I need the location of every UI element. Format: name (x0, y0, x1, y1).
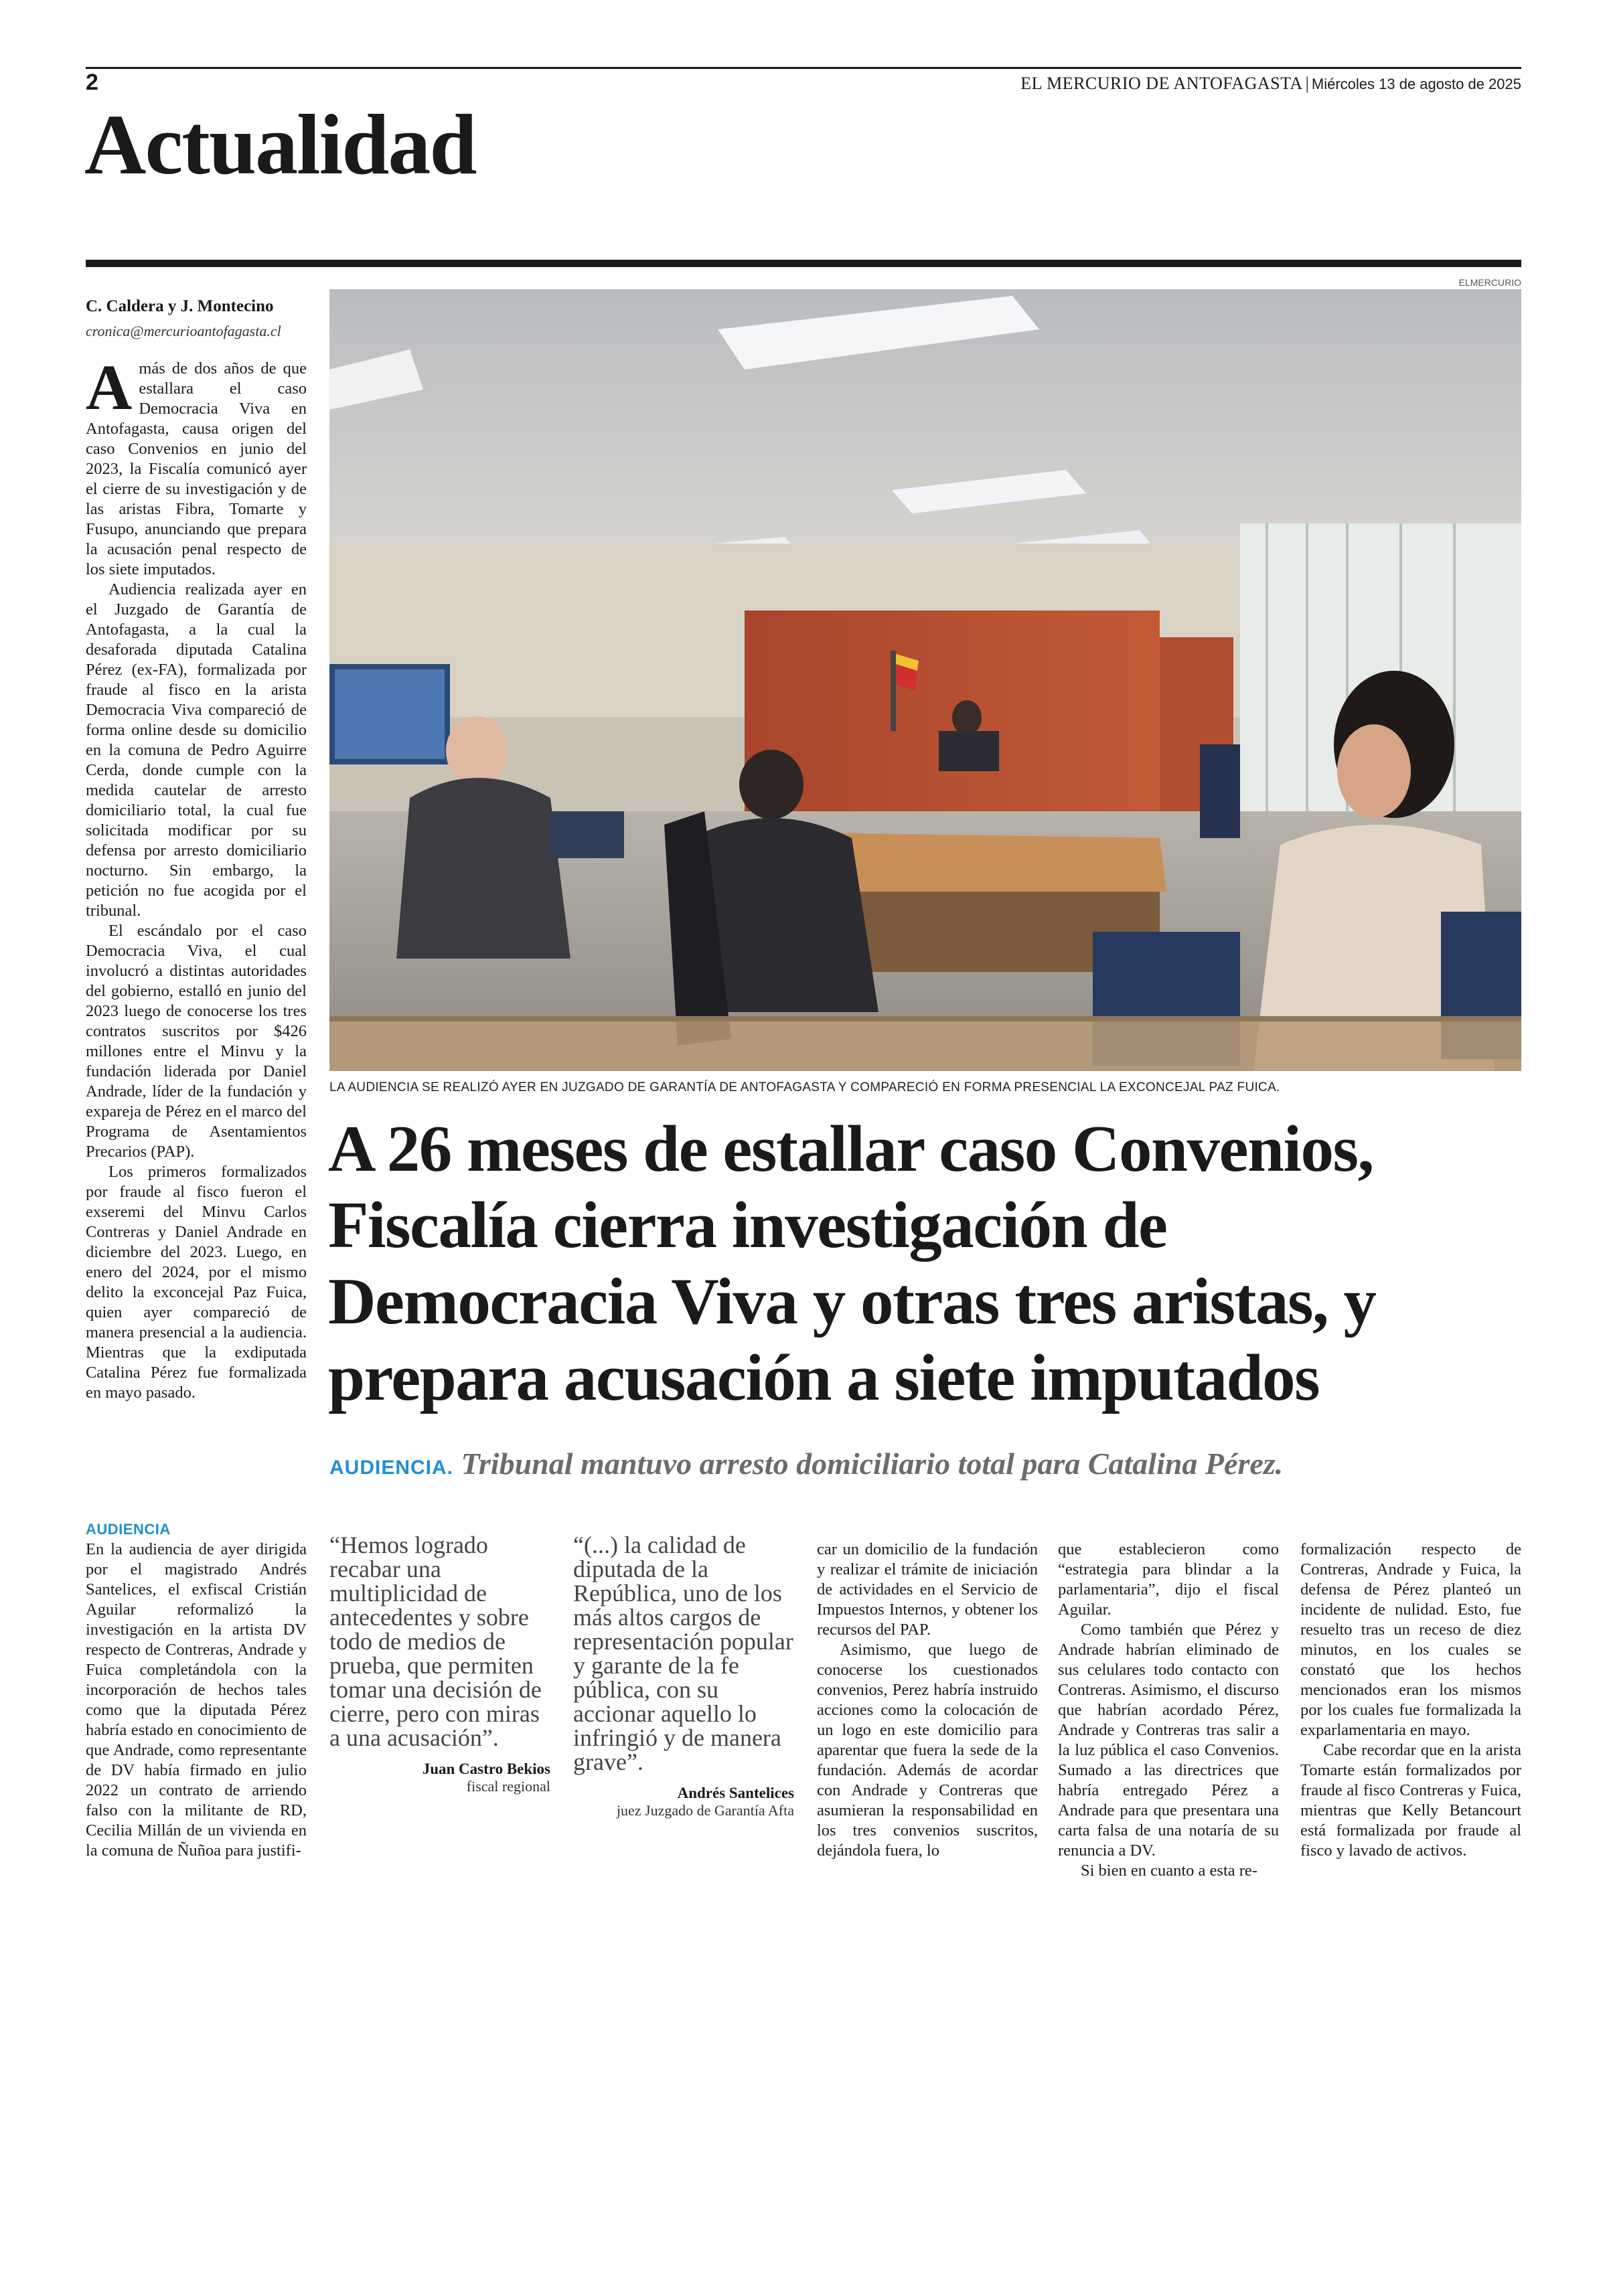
masthead-separator: | (1305, 74, 1309, 93)
byline-authors: C. Caldera y J. Montecino (86, 297, 274, 315)
body-column-6 (1300, 1540, 1521, 1861)
byline-email: cronica@mercurioantofagasta.cl (86, 323, 281, 339)
quote-text-1: “Hemos logrado recabar una multiplicidad de antecedentes y sobre todo de medios de prueba, que permiten tomar una decisión de cierre, pero con miras a una acusación”. (329, 1532, 542, 1751)
body-paragraph-11: formalización respecto de Contreras, Andrade y Fuica, la defensa de Pérez planteó un incidente de nulidad. Esto, fue resuelto tras un receso de diez minutos, en los cuales se constató que los hechos mencionados eran los mismos por los cuales fue formalizada la exparlamentaria en mayo. (1300, 1540, 1521, 1739)
subheadline-text: Tribunal mantuvo arresto domiciliario total para Catalina Pérez. (461, 1447, 1284, 1481)
body-paragraph-3: El escándalo por el caso Democracia Viva, el cual involucró a distintas autoridades del gobierno, estalló en junio del 2023 luego de conocerse los tres contratos suscritos por $426 millones entre el Minvu y la fundación liderada por Daniel Andrade, líder de la fundación y expareja de Pérez en el marco del Programa de Asentamientos Precarios (PAP). (86, 922, 307, 1161)
audiencia-kicker: AUDIENCIA (86, 1521, 171, 1538)
top-rule (86, 67, 1521, 69)
subheadline-kicker: AUDIENCIA. (329, 1457, 454, 1479)
body-paragraph-12: Cabe recordar que en la arista Tomarte están formalizados por fraude al fisco Contreras y Fuica, mientras que Kelly Betancourt está formalizada por fraude al fisco y lavado de activos. (1300, 1741, 1521, 1860)
quote-role-1: fiscal regional (466, 1778, 550, 1795)
headline-line-3: Democracia Viva y otras tres aristas, y (328, 1265, 1376, 1338)
body-paragraph-2: Audiencia realizada ayer en el Juzgado de Garantía de Antofagasta, a la cual la desaforada diputada Catalina Pérez (ex-FA), formalizada por fraude al fisco en la arista Democracia Viva compareció de forma online desde su domicilio en la comuna de Pedro Aguirre Cerda, donde cumple con la medida cautelar de arresto domiciliario total, la cual fue solicitada modificar por su defensa por arresto domiciliario nocturno. Sin embargo, la petición no fue acogida por el tribunal. (86, 580, 307, 920)
body-paragraph-5: En la audiencia de ayer dirigida por el magistrado Andrés Santelices, el exfiscal Cristián Aguilar reformalizó la investigación en la artista DV respecto de Contreras, Andrade y Fuica completándola con la incorporación de hechos tales como que la diputada Pérez habría estado en conocimiento de que Andrade, como representante de DV había firmado en julio 2022 un contrato de arriendo falso con la militante de RD, Cecilia Millán de un vivienda en la comuna de Ñuñoa para justifi- (86, 1540, 307, 1860)
headline (328, 1111, 1527, 1416)
courtroom-photo-illustration (329, 289, 1521, 1071)
body-column-1-lower (86, 1520, 307, 1861)
dropcap: A (86, 351, 133, 423)
masthead (1020, 74, 1521, 94)
photo-caption: LA AUDIENCIA SE REALIZÓ AYER EN JUZGADO DE GARANTÍA DE ANTOFAGASTA Y COMPARECIÓ EN FORMA PRESENCIAL LA EXCONCEJAL PAZ FUICA. (329, 1080, 1280, 1094)
body-column-4 (817, 1540, 1038, 1861)
quote-author-1: Juan Castro Bekios (422, 1760, 550, 1777)
body-paragraph-6: car un domicilio de la fundación y realizar el trámite de iniciación de actividades en el Servicio de Impuestos Internos, y obtener los recursos del PAP. (817, 1540, 1038, 1639)
quote-author-2: Andrés Santelices (677, 1785, 794, 1801)
body-paragraph-7: Asimismo, que luego de conocerse los cuestionados convenios, Perez habría instruido acciones como la colocación de un logo en este domicilio para aparentar que fuera la sede de la fundación. Además de acordar con Andrade y Contreras que asumieran la responsabilidad en los tres convenios suscritos, dejándola fuera, lo (817, 1641, 1038, 1860)
body-paragraph-8: que establecieron como “estrategia para blindar a la parlamentaria”, dijo el fiscal Aguilar. (1058, 1540, 1279, 1619)
publication-date: Miércoles 13 de agosto de 2025 (1311, 76, 1521, 92)
quote-block-2 (573, 1533, 794, 1819)
page-number: 2 (86, 70, 98, 95)
body-column-1 (86, 351, 307, 1403)
photo-credit: ELMERCURIO (1458, 277, 1521, 288)
headline-line-4: prepara acusación a siete imputados (328, 1341, 1320, 1414)
section-rule (86, 260, 1521, 267)
body-paragraph-4: Los primeros formalizados por fraude al fisco fueron el exseremi del Minvu Carlos Contreras y Daniel Andrade en diciembre del 2023. Luego, en enero del 2024, por el mismo delito la exconcejal Paz Fuica, quien ayer compareció de manera presencial a la audiencia. Mientras que la exdiputada Catalina Pérez fue formalizada en mayo pasado. (86, 1163, 307, 1402)
quote-block-1 (329, 1533, 550, 1795)
section-title: Actualidad (84, 97, 476, 192)
courtroom-photo (329, 289, 1521, 1071)
quote-text-2: “(...) la calidad de diputada de la República, uno de los más altos cargos de representación popular y garante de la fe pública, con su accionar aquello lo infringió y de manera grave”. (573, 1532, 793, 1775)
publication-name: EL MERCURIO DE ANTOFAGASTA (1020, 74, 1303, 93)
body-paragraph-10: Si bien en cuanto a esta re- (1081, 1862, 1257, 1880)
quote-role-2: juez Juzgado de Garantía Afta (616, 1802, 794, 1819)
headline-line-1: A 26 meses de estallar caso Convenios, (328, 1113, 1373, 1185)
headline-line-2: Fiscalía cierra investigación de (328, 1189, 1167, 1262)
subheadline (329, 1446, 1283, 1481)
body-column-5 (1058, 1540, 1279, 1881)
body-paragraph-9: Como también que Pérez y Andrade habrían eliminado de sus celulares todo contacto con Contreras. Asimismo, el discurso que habrían acordado Pérez, Andrade y Contreras tras salir a la luz pública el caso Convenios. Sumado a las directrices que habría entregado Pérez a Andrade para que presentara una carta falsa de una notaría de su renuncia a DV. (1058, 1621, 1279, 1860)
body-paragraph-1: Amás de dos años de que estallara el caso Democracia Viva en Antofagasta, causa origen del caso Convenios en junio del 2023, la Fiscalía comunicó ayer el cierre de su investigación y de las aristas Fibra, Tomarte y Fusupo, anunciando que prepara la acusación penal respecto de los siete imputados. (86, 351, 307, 578)
